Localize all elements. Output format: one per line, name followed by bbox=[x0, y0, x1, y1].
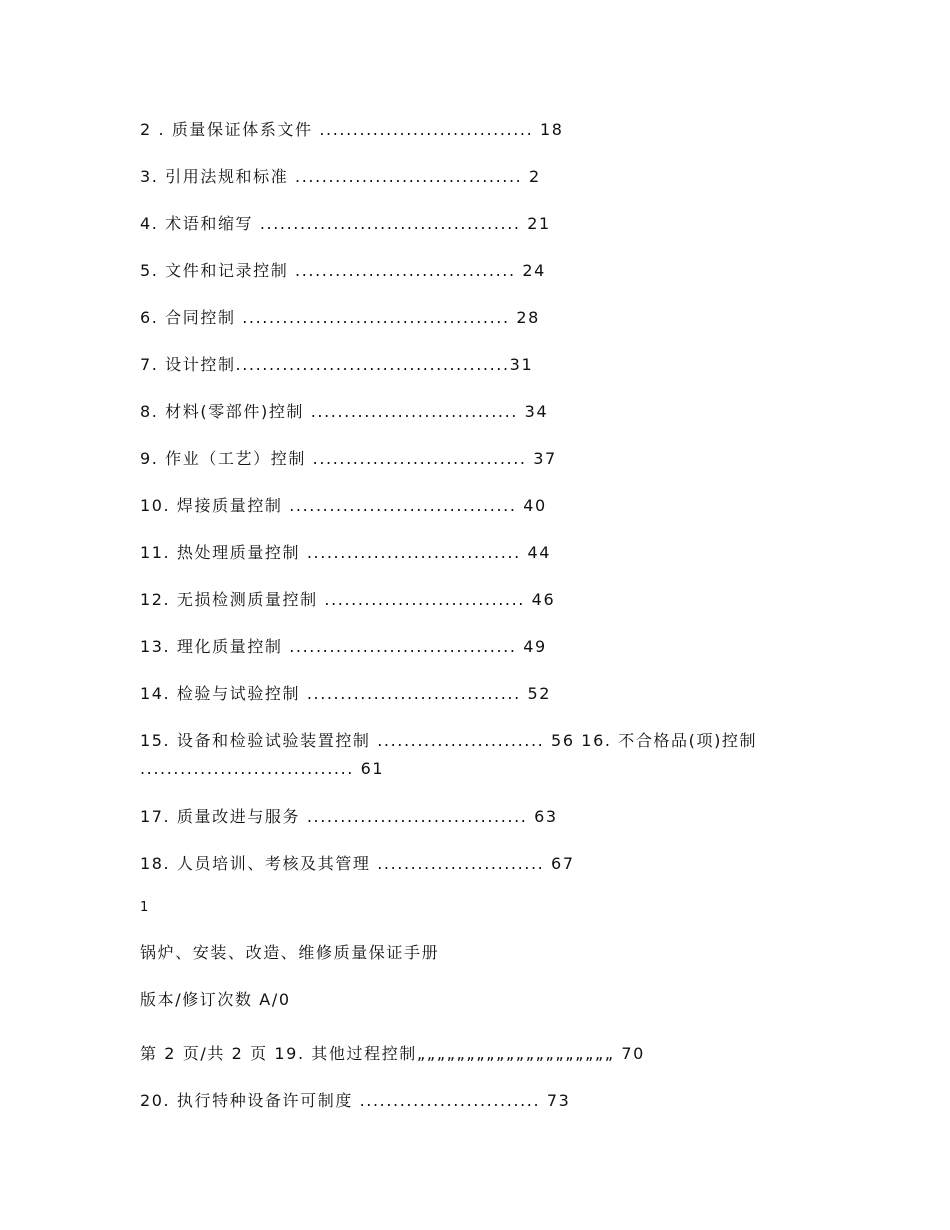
toc-entry: 20. 执行特种设备许可制度 ........................... 73 bbox=[140, 1091, 571, 1110]
toc-entry: 9. 作业（工艺）控制 ................................ 37 bbox=[140, 449, 557, 468]
toc-entry: 7. 设计控制.........................................31 bbox=[140, 355, 534, 374]
manual-title: 锅炉、安装、改造、维修质量保证手册 bbox=[140, 943, 440, 962]
toc-entry: 14. 检验与试验控制 ................................ 52 bbox=[140, 684, 552, 703]
toc-entry: 10. 焊接质量控制 .................................. 40 bbox=[140, 496, 547, 515]
toc-entry: 11. 热处理质量控制 ................................ 44 bbox=[140, 543, 552, 562]
toc-entry: 17. 质量改进与服务 ................................. 63 bbox=[140, 807, 558, 826]
page-number: 1 bbox=[140, 900, 149, 915]
toc-entry: 6. 合同控制 ........................................ 28 bbox=[140, 308, 540, 327]
toc-entry: 2 . 质量保证体系文件 ................................ 18 bbox=[140, 120, 564, 139]
toc-entry: 3. 引用法规和标准 .................................. 2 bbox=[140, 167, 541, 186]
toc-entry: 12. 无损检测质量控制 .............................. 46 bbox=[140, 590, 556, 609]
version-info: 版本/修订次数 A/0 bbox=[140, 990, 291, 1009]
toc-entry: 5. 文件和记录控制 ................................. 24 bbox=[140, 261, 546, 280]
toc-entry: 18. 人员培训、考核及其管理 ......................... 67 bbox=[140, 854, 575, 873]
toc-entry: 15. 设备和检验试验装置控制 ......................... 56 16. 不合格品(项)控制 ................................ 61 bbox=[140, 731, 758, 778]
page-info: 第 2 页/共 2 页 19. 其他过程控制„„„„„„„„„„„„„„„„„„„„ 70 bbox=[140, 1044, 645, 1063]
toc-entry: 4. 术语和缩写 ....................................... 21 bbox=[140, 214, 551, 233]
toc-entry: 13. 理化质量控制 .................................. 49 bbox=[140, 637, 547, 656]
toc-entry: 8. 材料(零部件)控制 ............................... 34 bbox=[140, 402, 549, 421]
